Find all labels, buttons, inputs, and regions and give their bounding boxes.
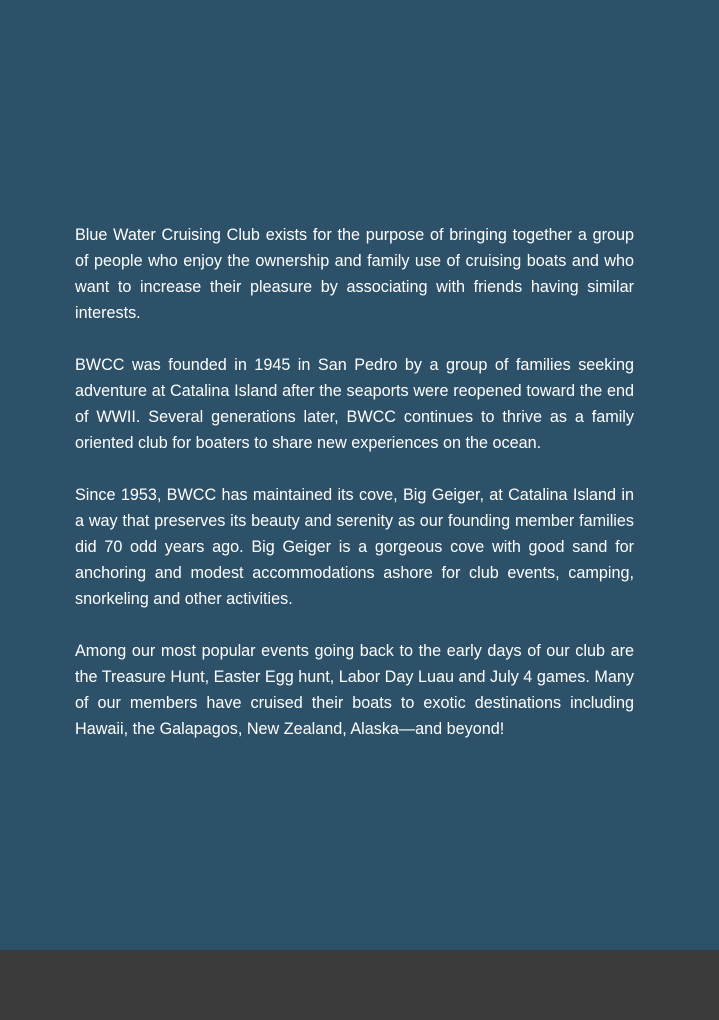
body-text — [75, 222, 634, 742]
paragraph-big-geiger: Since 1953, BWCC has maintained its cove, Big Geiger, at Catalina Island in a way that preserves its beauty and serenity as our founding member families did 70 odd years ago. Big Geiger is a gorgeous cove with good sand for anchoring and modest accommodations ashore for club events, camping, snorkeling and other activities. — [75, 486, 634, 608]
paragraph-purpose: Blue Water Cruising Club exists for the purpose of bringing together a group of people who enjoy the ownership and family use of cruising boats and who want to increase their pleasure by associating with friends having similar interests. — [75, 226, 634, 322]
paragraph-events: Among our most popular events going back to the early days of our club are the Treasure Hunt, Easter Egg hunt, Labor Day Luau and July 4 games. Many of our members have cruised their boats to exotic destinations including Hawaii, the Galapagos, New Zealand, Alaska—and beyond! — [75, 642, 634, 738]
paragraph-history: BWCC was founded in 1945 in San Pedro by a group of families seeking adventure at Catalina Island after the seaports were reopened toward the end of WWII. Several generations later, BWCC continues to thrive as a family oriented club for boaters to share new experiences on the ocean. — [75, 356, 634, 452]
footer-band — [0, 950, 719, 1020]
